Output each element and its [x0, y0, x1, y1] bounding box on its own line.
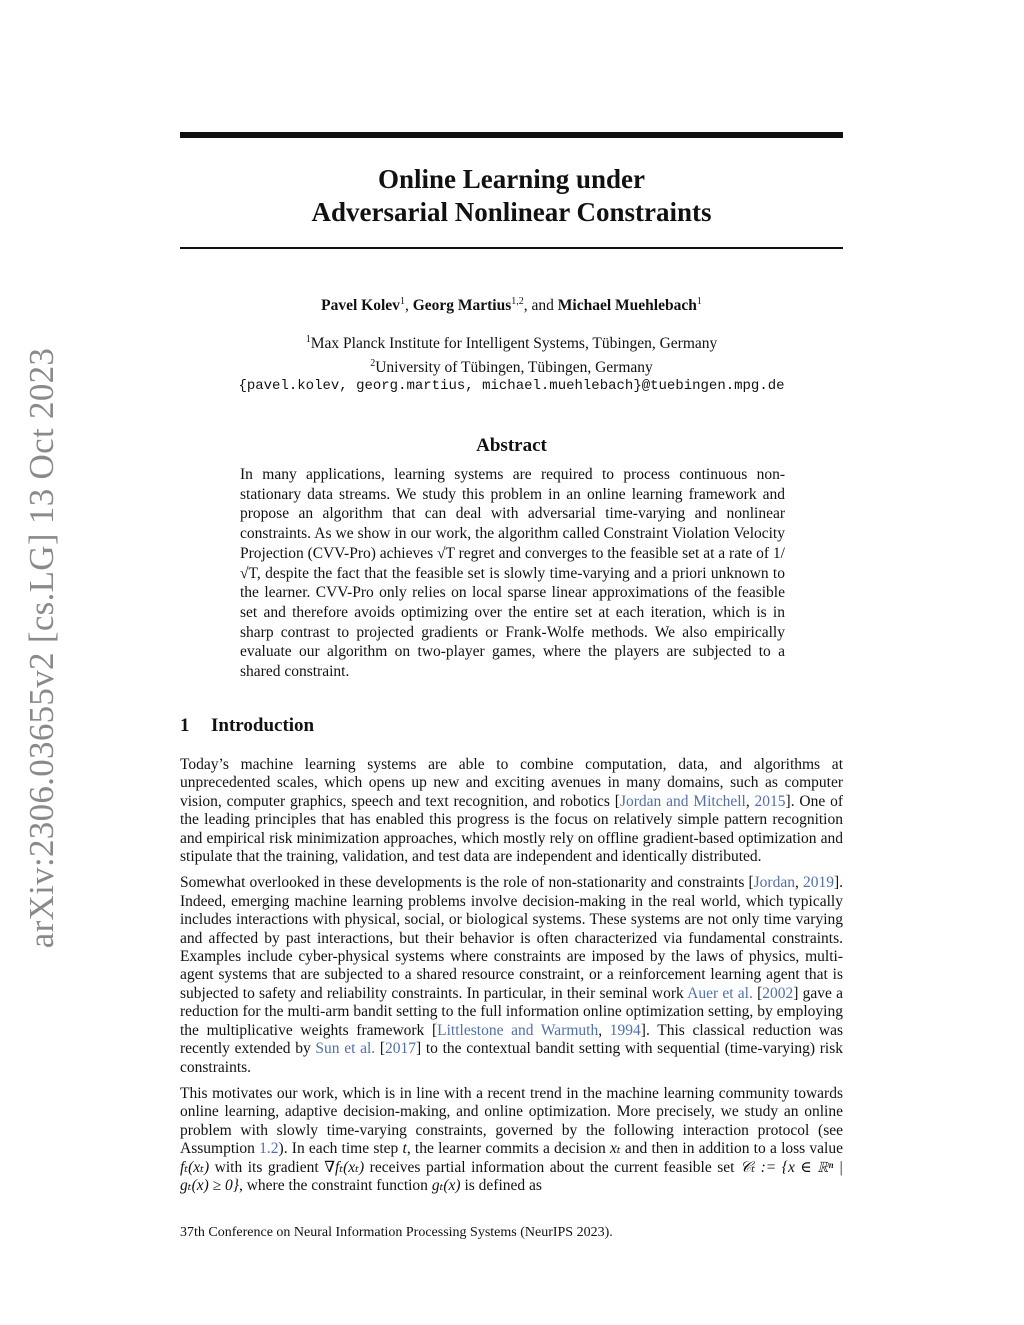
text-run: Today’s machine learning systems are able to combine computation, data, and algorithms at unprecedented scales, which opens up new and exciting avenues in many domains, such as computer vision, computer graphics, speech and text recognition, and robotics [: [180, 756, 843, 810]
author-list: [180, 292, 843, 316]
text-run: ). In each time step: [278, 1140, 403, 1158]
text-run: , the learner commits a decision: [406, 1140, 610, 1158]
text-run: [: [752, 984, 763, 1002]
author-name: Pavel Kolev: [321, 297, 400, 315]
author-emails: {pavel.kolev, georg.martius, michael.muehlebach}@tuebingen.mpg.de: [238, 378, 785, 395]
citation-link[interactable]: Littlestone and Warmuth: [437, 1021, 599, 1039]
affiliations: [180, 330, 843, 397]
text-run: ]. This classical reduction was recently extended by: [180, 1021, 843, 1058]
citation-link[interactable]: 2015: [754, 792, 786, 810]
author-affil-mark: 1: [696, 296, 702, 307]
text-run: with its gradient: [209, 1158, 325, 1176]
citation-link[interactable]: 2019: [802, 874, 834, 892]
math-inline: ∇fₜ(xₜ): [324, 1158, 365, 1176]
math-inline: t: [402, 1140, 407, 1158]
affiliation-1: [180, 330, 843, 354]
text-run: and then in addition to a loss value: [620, 1140, 843, 1158]
author-name: Michael Muehlebach: [557, 297, 697, 315]
text-run: receives partial information about the current feasible set: [364, 1158, 740, 1176]
conference-footnote: 37th Conference on Neural Information Processing Systems (NeurIPS 2023).: [180, 1225, 613, 1240]
section-heading: [180, 714, 843, 738]
math-inline: xₜ: [609, 1140, 621, 1158]
abstract-text: In many applications, learning systems are required to process continuous non-stationary data streams. We study this problem in an online learning framework and propose an algorithm that can deal with adversarial time-varying and nonlinear constraints. As we show in our work, the algorithm called Constraint Violation Velocity Projection (CVV-Pro) achieves √T regret and converges to the feasible set at a rate of 1/√T, despite the fact that the feasible set is slowly time-varying and a priori unknown to the learner. CVV-Pro only relies on local sparse linear approximations of the feasible set and therefore avoids optimizing over the entire set at each iteration, which is in sharp contrast to projected gradients or Frank-Wolfe methods. We also empirically evaluate our algorithm on two-player games, where the players are subjected to a shared constraint.: [240, 466, 785, 681]
citation-link[interactable]: 2017: [385, 1040, 417, 1058]
citation-link[interactable]: Auer et al.: [687, 984, 753, 1002]
citation-link[interactable]: Sun et al.: [315, 1040, 376, 1058]
text-run: ] gave a reduction for the multi-arm bandit setting to the full information online optimization setting, by employing the multiplicative weights framework [: [180, 984, 843, 1039]
assumption-link[interactable]: 1.2: [259, 1140, 279, 1158]
text-run: ]. One of the leading principles that has enabled this progress is the focus on relatively simple pattern recognition and empirical risk minimization approaches, which mostly rely on offline gradient-based optimization and stipulate that the training, validation, and test data are independent and identically distributed.: [180, 792, 843, 866]
citation-link[interactable]: 2002: [762, 984, 794, 1002]
text-run: ,: [794, 874, 803, 892]
text-run: ] to the contextual bandit setting with sequential (time-varying) risk constraints.: [180, 1040, 844, 1076]
citation-link[interactable]: Jordan and Mitchell: [619, 792, 746, 810]
math-inline: fₜ(xₜ): [180, 1158, 210, 1176]
title-line-2: Adversarial Nonlinear Constraints: [311, 197, 712, 227]
math-inline: 𝒞ₜ := {x ∈ ℝⁿ | gₜ(x) ≥ 0}: [180, 1158, 843, 1194]
text-run: This motivates our work, which is in line with a recent trend in the machine learning community towards online learning, adaptive decision-making, and online optimization. More precisely, we study an online problem with slowly time-varying constraints, governed by the following interaction protocol (see Assumption: [180, 1084, 843, 1158]
author-separator: , and: [523, 297, 558, 315]
affiliation-2: [180, 354, 843, 378]
paper-title: [180, 163, 843, 229]
citation-link[interactable]: Jordan: [753, 874, 795, 892]
text-run: [: [375, 1040, 386, 1058]
author-affil-mark: 1: [399, 296, 405, 307]
author-name: Georg Martius: [412, 297, 512, 315]
affiliation-mark: 2: [370, 357, 376, 369]
section-number: 1: [180, 715, 190, 736]
author-affil-mark: 1,2: [511, 296, 524, 307]
title-bottom-rule: [180, 247, 843, 249]
title-line-1: Online Learning under: [377, 164, 646, 194]
affiliation-mark: 1: [305, 334, 311, 345]
text-run: Somewhat overlooked in these developments is the role of non-stationarity and constraints [: [180, 874, 754, 892]
abstract-heading: Abstract: [476, 435, 547, 456]
text-run: ]. Indeed, emerging machine learning problems involve decision-making in the real world, which typically includes interactions with physical, social, or biological systems. These systems are not only time varying and affected by past interactions, but their behavior is often characterized via fundamental constraints. Examples include cyber-physical systems where constraints are imposed by the laws of physics, multi-agent systems that are subjected to a shared resource constraint, or a reinforcement learning agent that is subjected to safety and reliability constraints. In particular, in their seminal work: [180, 874, 843, 1002]
affiliation-text: Max Planck Institute for Intelligent Systems, Tübingen, Germany: [310, 335, 718, 353]
text-run: is defined as: [460, 1176, 542, 1194]
text-run: , where the constraint function: [238, 1176, 432, 1194]
author-separator: ,: [404, 297, 413, 315]
math-inline: gₜ(x): [431, 1176, 461, 1194]
introduction-body: [180, 756, 843, 1203]
paragraph-2: [180, 874, 843, 1076]
text-run: ,: [745, 792, 755, 810]
citation-link[interactable]: 1994: [609, 1021, 641, 1039]
text-run: ,: [598, 1021, 610, 1039]
arxiv-identifier: arXiv:2306.03655v2 [cs.LG] 13 Oct 2023: [22, 347, 61, 949]
paragraph-1: [180, 756, 843, 866]
affiliation-text: University of Tübingen, Tübingen, Germany: [375, 358, 653, 376]
title-top-rule: [180, 132, 843, 138]
section-title: Introduction: [211, 715, 315, 736]
paragraph-3: [180, 1085, 843, 1195]
